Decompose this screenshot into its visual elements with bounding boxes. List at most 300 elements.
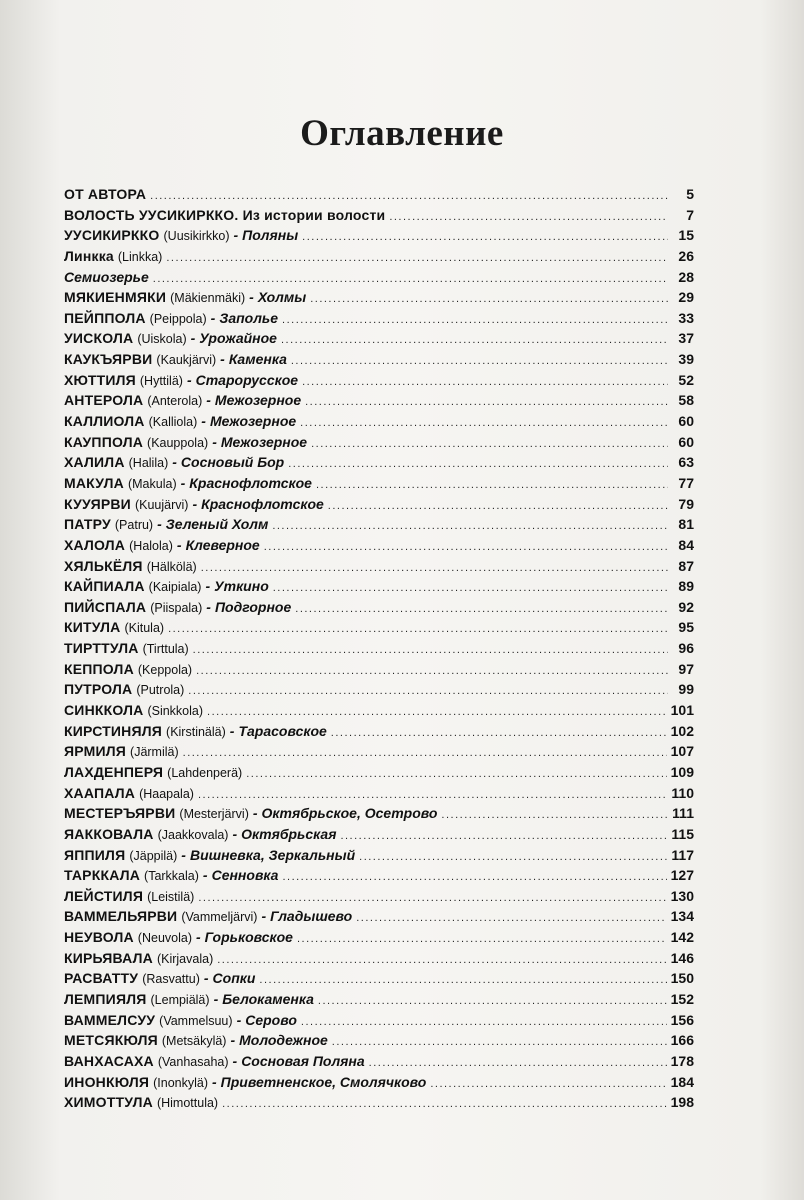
entry-label [64,968,255,990]
dot-leader [282,867,666,888]
page-title: Оглавление [300,113,504,154]
page-number: 81 [678,516,694,533]
entry-separator: - [186,371,192,388]
dot-leader [356,908,666,929]
toc-entry[interactable] [64,721,694,742]
entry-russian-name: ИНОНКЮЛЯ [64,1073,150,1090]
dot-leader [332,1032,667,1053]
page-number: 96 [678,640,694,657]
entry-label [64,205,385,227]
entry-label [64,576,269,598]
entry-latin-name: (Vammeljärvi) [181,910,258,925]
page-number: 52 [678,371,694,388]
entry-russian-name: ПЕЙППОЛА [64,309,146,326]
table-of-contents [64,184,694,1113]
entry-modern-name: Каменка [228,351,287,368]
toc-entry[interactable] [64,1092,694,1113]
dot-leader [340,826,667,847]
entry-modern-name: Краснофлотское [201,495,324,512]
dot-leader [288,454,668,475]
page-number: 107 [670,743,694,760]
entry-russian-name: КИРСТИНЯЛЯ [64,722,163,739]
toc-entry[interactable] [64,783,694,804]
dot-leader [302,372,668,393]
entry-latin-name: (Tarkkala) [144,869,199,884]
page-number: 166 [670,1032,694,1049]
entry-separator: - [157,516,162,533]
toc-entry[interactable] [64,803,694,824]
page-number: 92 [678,598,694,615]
entry-latin-name: (Rasvattu) [142,972,200,987]
entry-latin-name: (Putrola) [136,683,185,698]
entry-separator: - [212,433,217,450]
entry-latin-name: (Neuvola) [137,931,192,946]
entry-label [64,803,437,825]
toc-entry[interactable] [64,1072,694,1093]
entry-latin-name: (Piispala) [150,600,203,615]
toc-entry[interactable] [64,845,694,866]
page-number: 39 [678,351,694,368]
page-number: 58 [678,392,694,409]
entry-modern-name: Межозерное [209,413,297,430]
entry-latin-name: (Vanhasaha) [157,1054,229,1069]
entry-modern-name: Приветненское, Смолячково [220,1073,427,1090]
entry-latin-name: (Kaukjärvi) [156,353,217,368]
entry-label [64,535,260,557]
entry-russian-name: НЕУВОЛА [64,929,134,946]
entry-latin-name: (Kalliola) [148,415,198,430]
entry-label [64,638,189,660]
page-number: 33 [678,309,694,326]
entry-modern-name: Октябрьское, Осетрово [261,805,438,822]
entry-latin-name: (Vammelsuu) [159,1013,233,1028]
entry-russian-name: КАЙПИАЛА [64,578,145,595]
entry-latin-name: (Halola) [129,538,173,553]
entry-russian-name: ЯРМИЛЯ [64,743,127,760]
entry-latin-name: (Kauppola) [147,435,209,450]
entry-latin-name: (Uiskola) [137,332,187,347]
dot-leader [193,640,668,661]
entry-russian-name: ХАЛИЛА [64,454,125,471]
dot-leader [300,413,668,434]
toc-entry[interactable] [64,287,694,308]
toc-entry[interactable] [64,535,694,556]
entry-russian-name: ВАНХАСАХА [64,1052,154,1069]
entry-label [64,287,306,309]
entry-latin-name: (Lempiälä) [150,992,210,1007]
entry-label [64,1092,218,1114]
entry-modern-name: Гладышево [270,908,353,925]
entry-russian-name: КАУКЪЯРВИ [64,351,153,368]
dot-leader [291,351,668,372]
entry-label [64,246,162,268]
toc-entry[interactable] [64,246,694,267]
page-number: 184 [670,1073,694,1090]
toc-entry[interactable] [64,1010,694,1031]
entry-russian-name: МЯКИЕНМЯКИ [64,289,167,306]
toc-entry[interactable] [64,1030,694,1051]
entry-label [64,184,146,206]
entry-separator: - [195,929,201,946]
entry-russian-name: КИТУЛА [64,619,121,636]
page-number: 198 [670,1094,694,1111]
page-number: 117 [671,846,694,863]
entry-separator: - [249,289,254,306]
entry-modern-name: Уткино [214,578,269,595]
entry-russian-name: КАУППОЛА [64,433,144,450]
entry-modern-name: Межозерное [214,392,302,409]
page-number: 130 [670,887,694,904]
entry-latin-name: (Peippola) [149,311,207,326]
toc-entry[interactable] [64,390,694,411]
dot-leader [430,1074,666,1095]
entry-label [64,597,291,619]
entry-separator: - [213,990,219,1007]
entry-latin-name: (Järmilä) [130,745,179,760]
dot-leader [166,248,668,269]
entry-russian-name: ХИМОТТУЛА [64,1094,153,1111]
entry-label [64,473,312,495]
entry-label [64,432,307,454]
dot-leader [217,950,666,971]
entry-label [64,452,284,474]
dot-leader [281,330,668,351]
toc-entry[interactable] [64,617,694,638]
entry-modern-name: Сосновый Бор [180,454,285,471]
toc-entry[interactable] [64,349,694,370]
toc-entry[interactable] [64,205,694,226]
dot-leader [150,186,668,207]
dot-leader [359,847,667,868]
toc-entry[interactable] [64,948,694,969]
toc-entry[interactable] [64,452,694,473]
entry-russian-name: КУУЯРВИ [64,495,131,512]
page-number: 60 [678,413,694,430]
entry-latin-name: (Anterola) [147,394,203,409]
dot-leader [264,537,668,558]
entry-latin-name: (Halila) [128,456,169,471]
entry-separator: - [176,536,182,553]
page-number: 7 [686,206,694,223]
entry-label [64,721,327,743]
entry-label [64,225,298,247]
toc-entry[interactable] [64,906,694,927]
entry-separator: - [202,867,208,884]
page-number: 84 [678,536,694,553]
entry-separator: - [212,1073,217,1090]
page-number: 26 [678,247,694,264]
page-number: 110 [671,784,694,801]
entry-separator: - [220,351,225,368]
entry-label [64,762,242,784]
toc-entry[interactable] [64,494,694,515]
dot-leader [259,970,666,991]
dot-leader [328,496,668,517]
toc-entry[interactable] [64,865,694,886]
entry-russian-name: ХААПАЛА [64,784,136,801]
entry-russian-name: УИСКОЛА [64,330,134,347]
toc-entry[interactable] [64,184,694,205]
dot-leader [369,1053,667,1074]
toc-entry[interactable] [64,432,694,453]
toc-entry[interactable] [64,659,694,680]
page-number: 15 [678,227,694,244]
entry-label [64,494,324,516]
dot-leader [183,743,667,764]
entry-latin-name: (Inonkylä) [153,1075,208,1090]
toc-entry[interactable] [64,556,694,577]
entry-separator: - [232,1052,238,1069]
entry-modern-name: Горьковское [204,929,293,946]
entry-russian-name: ХЯЛЬКЁЛЯ [64,557,143,574]
entry-latin-name: (Jaakkovala) [157,827,229,842]
page-number: 60 [678,433,694,450]
entry-label [64,741,179,763]
entry-separator: - [252,805,258,822]
entry-modern-name: Тарасовское [238,722,327,739]
page-number: 111 [672,805,694,822]
toc-entry[interactable] [64,638,694,659]
entry-russian-name: МЕТСЯКЮЛЯ [64,1032,158,1049]
entry-label [64,556,197,578]
dot-leader [222,1094,667,1115]
toc-entry[interactable] [64,968,694,989]
toc-entry[interactable] [64,411,694,432]
entry-label [64,1072,426,1094]
entry-latin-name: (Tirttula) [142,642,189,657]
page-number: 134 [670,908,694,925]
toc-entry[interactable] [64,473,694,494]
page-number: 102 [670,722,694,739]
entry-label [64,927,293,949]
entry-latin-name: (Lahdenperä) [167,765,243,780]
entry-label [64,308,278,330]
toc-entry[interactable] [64,762,694,783]
toc-entry[interactable] [64,308,694,329]
entry-modern-name: Старорусское [195,371,299,388]
page-number: 95 [678,619,694,636]
dot-leader [331,723,667,744]
toc-entry[interactable] [64,597,694,618]
dot-leader [297,929,667,950]
page-number: 99 [678,681,694,698]
toc-entry[interactable] [64,267,694,288]
entry-russian-name: ВАММЕЛЬЯРВИ [64,908,178,925]
entry-label [64,328,277,350]
page-number: 109 [670,763,694,780]
entry-label [64,349,287,371]
page-number: 115 [671,825,694,842]
entry-latin-name: (Kaipiala) [148,580,202,595]
entry-separator: - [192,495,198,512]
page-number: 152 [670,990,694,1007]
dot-leader [389,207,668,228]
entry-modern-name: Межозерное [220,433,308,450]
entry-latin-name: (Kirstinälä) [166,724,226,739]
entry-russian-name: ПУТРОЛА [64,681,133,698]
entry-label [64,783,194,805]
entry-latin-name: (Uusikirkko) [163,229,230,244]
entry-latin-name: (Kitula) [124,621,165,636]
toc-entry[interactable] [64,927,694,948]
page-number: 146 [670,949,694,966]
entry-modern-name: Поляны [242,227,299,244]
page-number: 29 [678,289,694,306]
entry-russian-name: ВАММЕЛСУУ [64,1011,156,1028]
entry-separator: - [233,227,239,244]
toc-entry[interactable] [64,370,694,391]
dot-leader [316,475,668,496]
entry-latin-name: (Himottula) [156,1096,219,1111]
entry-modern-name: Серово [245,1011,297,1028]
entry-separator: - [205,578,211,595]
toc-entry[interactable] [64,225,694,246]
entry-russian-name: ЛЕМПИЯЛЯ [64,990,147,1007]
page-number: 87 [678,557,694,574]
entry-label [64,1010,297,1032]
entry-label [64,989,314,1011]
entry-latin-name: (Makula) [127,476,177,491]
entry-latin-name: (Mäkienmäki) [170,291,246,306]
toc-entry[interactable] [64,1051,694,1072]
entry-modern-name: Семиозерье [64,268,149,285]
entry-modern-name: Подгорное [214,598,292,615]
entry-modern-name: Сенновка [211,867,279,884]
toc-entry[interactable] [64,989,694,1010]
page-number: 97 [678,660,694,677]
toc-entry[interactable] [64,700,694,721]
entry-label [64,845,355,867]
page-number: 77 [678,474,694,491]
entry-modern-name: Вишневка, Зеркальный [189,846,356,863]
entry-latin-name: (Mesterjärvi) [179,807,249,822]
dot-leader [246,764,666,785]
entry-label [64,659,192,681]
entry-russian-name: ПАТРУ [64,516,111,533]
dot-leader [311,434,668,455]
entry-modern-name: Сосновая Поляна [241,1052,365,1069]
entry-label [64,514,268,536]
entry-separator: - [172,454,177,471]
dot-leader [282,310,668,331]
entry-russian-name: ЯППИЛЯ [64,846,126,863]
entry-latin-name: (Hyttilä) [139,373,183,388]
page-number: 63 [678,454,694,471]
toc-entry[interactable] [64,576,694,597]
page-number: 156 [670,1011,694,1028]
dot-leader [273,578,668,599]
entry-russian-name: ПИЙСПАЛА [64,598,147,615]
entry-modern-name: Сопки [212,970,256,987]
entry-label [64,1051,365,1073]
dot-leader [318,991,667,1012]
entry-label [64,700,203,722]
entry-modern-name: Клеверное [185,536,260,553]
dot-leader [295,599,668,620]
page-number: 79 [678,495,694,512]
dot-leader [272,516,668,537]
dot-leader [207,702,667,723]
entry-russian-name: МЕСТЕРЪЯРВИ [64,805,176,822]
page-number: 178 [670,1052,694,1069]
entry-latin-name: (Linkka) [117,249,163,264]
entry-modern-name: Октябрьская [241,825,337,842]
entry-russian-name: ОТ АВТОРА [64,186,147,202]
entry-latin-name: (Sinkkola) [147,704,204,719]
entry-separator: - [181,846,186,863]
entry-russian-name: ВОЛОСТЬ УУСИКИРККО. Из истории волости [64,206,386,223]
entry-separator: - [203,970,209,987]
entry-russian-name: АНТЕРОЛА [64,392,144,409]
page-number: 37 [678,330,694,347]
entry-label [64,411,296,433]
dot-leader [188,681,668,702]
entry-modern-name: Краснофлотское [189,474,312,491]
entry-separator: - [210,309,216,326]
entry-modern-name: Белокаменка [222,990,314,1007]
dot-leader [302,227,668,248]
entry-latin-name: (Jäppilä) [129,848,178,863]
toc-entry[interactable] [64,679,694,700]
entry-separator: - [206,392,211,409]
entry-latin-name: (Metsäkylä) [161,1034,227,1049]
entry-russian-name: ЯАККОВАЛА [64,825,154,842]
dot-leader [301,1012,667,1033]
entry-modern-name: Зеленый Холм [165,516,269,533]
page-number: 101 [670,702,694,719]
entry-separator: - [230,1032,236,1049]
entry-russian-name: РАСВАТТУ [64,970,139,987]
dot-leader [441,805,668,826]
entry-russian-name: ХАЛОЛА [64,536,126,553]
entry-russian-name: ЛАХДЕНПЕРЯ [64,763,164,780]
dot-leader [201,558,668,579]
entry-russian-name: ТИРТТУЛА [64,640,139,657]
entry-latin-name: (Leistilä) [147,889,195,904]
entry-label [64,267,149,289]
dot-leader [310,289,668,310]
dot-leader [153,269,668,290]
toc-entry[interactable] [64,741,694,762]
page-number: 89 [678,578,694,595]
toc-entry[interactable] [64,886,694,907]
entry-label [64,886,194,908]
entry-latin-name: (Keppola) [137,662,193,677]
page-number: 5 [686,186,694,202]
toc-entry[interactable] [64,824,694,845]
entry-label [64,1030,328,1052]
dot-leader [198,785,667,806]
toc-entry[interactable] [64,514,694,535]
entry-russian-name: КАЛЛИОЛА [64,413,145,430]
entry-separator: - [190,330,196,347]
page-number: 127 [670,867,694,884]
toc-entry[interactable] [64,328,694,349]
entry-separator: - [206,598,211,615]
entry-latin-name: (Kirjavala) [156,951,214,966]
entry-label [64,679,184,701]
entry-label [64,390,301,412]
entry-latin-name: (Hälkölä) [146,559,197,574]
entry-label [64,865,278,887]
entry-modern-name: Урожайное [199,330,277,347]
entry-russian-name: КИРЬЯВАЛА [64,949,153,966]
entry-russian-name: ЛЕЙСТИЛЯ [64,887,144,904]
entry-separator: - [232,825,238,842]
entry-modern-name: Молодежное [239,1032,328,1049]
entry-latin-name: (Kuujärvi) [134,497,189,512]
entry-label [64,906,352,928]
